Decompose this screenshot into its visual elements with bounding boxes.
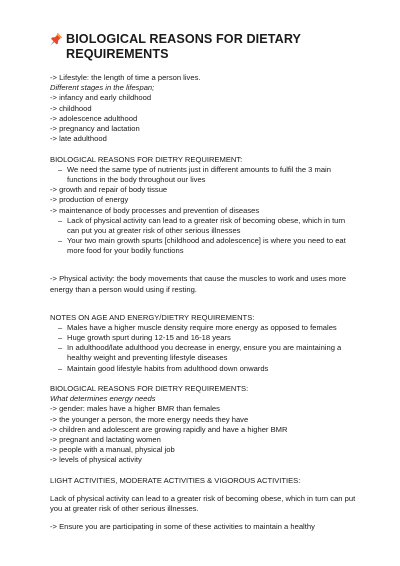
list-item: -> infancy and early childhood — [50, 93, 152, 103]
list-item: -> the younger a person, the more energy needs they have — [50, 414, 249, 424]
bullet-item — [50, 333, 360, 343]
section-heading: BIOLOGICAL REASONS FOR DIETRY REQUIREMENTS: — [50, 384, 249, 394]
title-text: BIOLOGICAL REASONS FOR DIETARY REQUIREMENTS — [66, 32, 301, 61]
dash-marker: – — [58, 343, 63, 353]
list-item: -> late adulthood — [50, 134, 107, 144]
bullet-item — [50, 343, 360, 363]
bullet-item — [50, 323, 360, 333]
section-body: Lack of physical activity can lead to a greater risk of becoming obese, which in turn can put you at greater risk of other serious illnesses. — [50, 493, 356, 513]
spacer — [50, 374, 360, 384]
section-heading: LIGHT ACTIVITIES, MODERATE ACTIVITIES & VIGOROUS ACTIVITIES: — [50, 475, 301, 485]
spacer — [50, 257, 360, 267]
list-item: -> Ensure you are participating in some of these activities to maintain a healthy — [50, 521, 315, 531]
physical-activity-definition: -> Physical activity: the body movements that cause the muscles to work and uses more energy than a person would using if resting. — [50, 274, 347, 294]
bullet-text: We need the same type of nutrients just in different amounts to fulfil the 3 main functions in the body throughout our lives — [67, 164, 331, 185]
list-item: -> pregnant and lactating women — [50, 435, 161, 445]
bullet-item — [50, 236, 360, 256]
bullet-text: Huge growth spurt during 12-15 and 16-18 years — [67, 333, 231, 343]
pushpin-icon — [50, 32, 63, 46]
list-item: -> growth and repair of body tissue — [50, 185, 168, 195]
stages-heading: Different stages in the lifespan; — [50, 83, 155, 93]
section-subheading: What determines energy needs — [50, 394, 156, 404]
section-heading: NOTES ON AGE AND ENERGY/DIETRY REQUIREMENTS: — [50, 312, 255, 322]
dash-marker: – — [58, 363, 63, 373]
lifestyle-definition: -> Lifestyle: the length of time a person lives. — [50, 73, 201, 82]
bullet-text: Males have a higher muscle density require more energy as opposed to females — [67, 322, 337, 332]
section-heading: BIOLOGICAL REASONS FOR DIETRY REQUIREMENT: — [50, 154, 243, 164]
list-item: -> levels of physical activity — [50, 455, 142, 465]
list-item: -> children and adolescent are growing rapidly and have a higher BMR — [50, 424, 288, 434]
bullet-text: Your two main growth spurts [childhood and adolescence] is where you need to eat more food for your bodily functions — [67, 236, 346, 256]
bullet-text: Lack of physical activity can lead to a greater risk of becoming obese, which in turn can put you at greater risk of other serious illnesses — [67, 215, 346, 236]
dash-marker: – — [58, 164, 63, 174]
bullet-item — [50, 165, 360, 185]
spacer — [50, 302, 360, 312]
list-item: -> maintenance of body processes and prevention of diseases — [50, 205, 260, 215]
spacer — [50, 466, 360, 476]
list-item: -> adolescence adulthood — [50, 113, 138, 123]
dash-marker: – — [58, 236, 63, 246]
spacer — [50, 144, 360, 154]
bullet-text: In adulthood/late adulthood you decrease in energy, ensure you are maintaining a healthy weight and preventing lifestyle diseases — [67, 343, 342, 363]
list-item: -> people with a manual, physical job — [50, 445, 175, 455]
page-title — [50, 32, 360, 62]
list-item: -> childhood — [50, 103, 92, 113]
list-item: -> gender: males have a higher BMR than females — [50, 404, 220, 414]
list-item: -> pregnancy and lactation — [50, 124, 140, 134]
dash-marker: – — [58, 333, 63, 343]
bullet-text: Maintain good lifestyle habits from adulthood down onwards — [67, 363, 269, 373]
dash-marker: – — [58, 322, 63, 332]
dash-marker: – — [58, 215, 63, 225]
bullet-item — [50, 216, 360, 236]
bullet-item — [50, 364, 360, 374]
list-item: -> production of energy — [50, 195, 129, 205]
